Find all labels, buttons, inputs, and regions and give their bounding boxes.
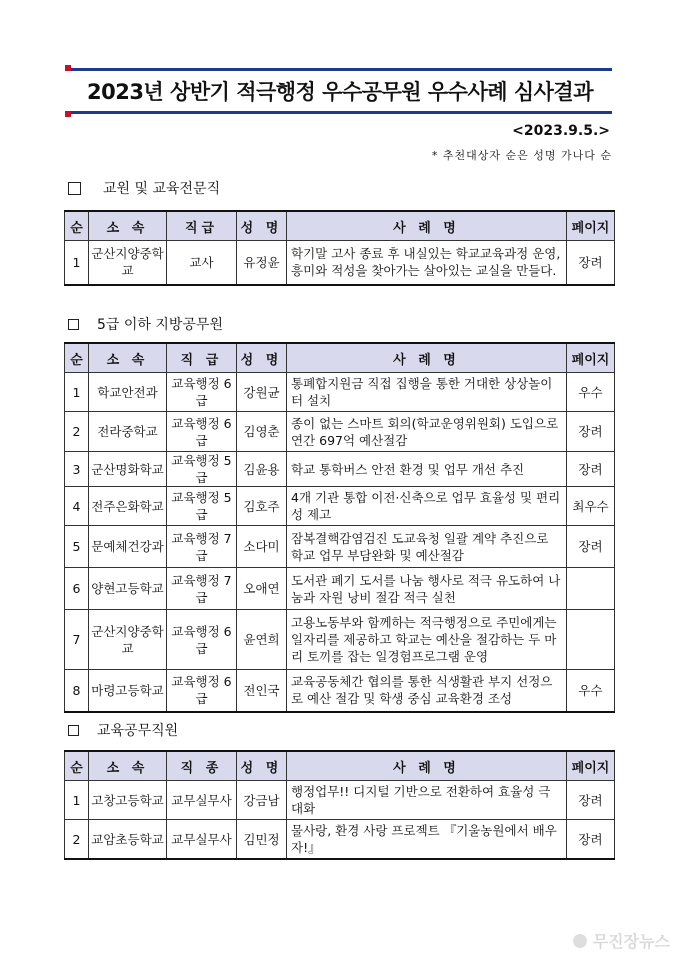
- header-case: 사 례 명: [287, 211, 567, 241]
- document-title: [68, 68, 612, 114]
- cell-page: 장려: [567, 452, 615, 487]
- cell-page: 장려: [567, 820, 615, 860]
- table-header-row: [65, 211, 615, 241]
- cell-org: 전주은화학교: [89, 487, 167, 526]
- cell-no: 1: [65, 241, 89, 285]
- cell-no: 5: [65, 526, 89, 568]
- cell-name: 강금남: [237, 781, 287, 820]
- cell-no: 7: [65, 610, 89, 670]
- cell-case: 종이 없는 스마트 회의(학교운영위원회) 도입으로 연간 697억 예산절감: [287, 412, 567, 452]
- cell-no: 1: [65, 781, 89, 820]
- header-org: 소 속: [89, 751, 167, 781]
- table-row: [65, 610, 615, 670]
- header-page: 페이지: [567, 751, 615, 781]
- document-date: <2023.9.5.>: [512, 123, 610, 139]
- table-row: [65, 670, 615, 712]
- header-name: 성 명: [237, 343, 287, 373]
- cell-rank: 교육행정 5급: [167, 452, 237, 487]
- section-heading-teachers: [68, 178, 220, 198]
- cell-page: 장려: [567, 412, 615, 452]
- local-officials-table: [64, 342, 615, 713]
- cell-rank: 교육행정 5급: [167, 487, 237, 526]
- cell-case: 4개 기관 통합 이전·신축으로 업무 효율성 및 편리성 제고: [287, 487, 567, 526]
- cell-org: 문예체건강과: [89, 526, 167, 568]
- education-staff-table: [64, 750, 615, 860]
- section-heading-text: 교육공무직원: [97, 723, 179, 739]
- header-rank: 직급: [167, 211, 237, 241]
- cell-case: 물사랑, 환경 사랑 프로젝트 『기울농원에서 배우자!』: [287, 820, 567, 860]
- cell-rank: 교육행정 6급: [167, 412, 237, 452]
- cell-no: 1: [65, 373, 89, 412]
- cell-org: 양현고등학교: [89, 568, 167, 610]
- table-row: [65, 412, 615, 452]
- cell-case: 고용노동부와 함께하는 적극행정으로 주민에게는 일자리를 제공하고 학교는 예산을 절감하는 두 마리 토끼를 잡는 일경험프로그램 운영: [287, 610, 567, 670]
- teachers-table: [64, 210, 615, 286]
- cell-rank: 교육행정 7급: [167, 568, 237, 610]
- cell-page: [567, 568, 615, 610]
- cell-name: 유정윤: [237, 241, 287, 285]
- cell-org: 군산지양중학교: [89, 610, 167, 670]
- cell-page: 장려: [567, 241, 615, 285]
- checkbox-square-icon: [68, 182, 81, 195]
- cell-no: 8: [65, 670, 89, 712]
- cell-name: 오애연: [237, 568, 287, 610]
- header-page: 페이지: [567, 343, 615, 373]
- checkbox-square-icon: [68, 319, 79, 330]
- document-title-text: 2023년 상반기 적극행정 우수공무원 우수사례 심사결과: [86, 80, 593, 104]
- cell-org: 교암초등학교: [89, 820, 167, 860]
- cell-case: 교육공동체간 협의를 통한 식생활관 부지 선정으로 예산 절감 및 학생 중심 교육환경 조성: [287, 670, 567, 712]
- cell-name: 김윤용: [237, 452, 287, 487]
- cell-case: 잠복결핵감염검진 도교육청 일괄 계약 추진으로 학교 업무 부담완화 및 예산절감: [287, 526, 567, 568]
- section-heading-local-officials: [68, 314, 223, 334]
- table-row: [65, 781, 615, 820]
- table-row: [65, 373, 615, 412]
- cell-no: 2: [65, 412, 89, 452]
- header-name: 성 명: [237, 211, 287, 241]
- cell-case: 통폐합지원금 직접 집행을 통한 거대한 상상놀이터 설치: [287, 373, 567, 412]
- cell-page: 장려: [567, 526, 615, 568]
- header-case: 사 례 명: [287, 343, 567, 373]
- cell-org: 학교안전과: [89, 373, 167, 412]
- cell-rank: 교육행정 6급: [167, 670, 237, 712]
- cell-no: 3: [65, 452, 89, 487]
- cell-org: 고창고등학교: [89, 781, 167, 820]
- cell-no: 6: [65, 568, 89, 610]
- table-row: [65, 568, 615, 610]
- cell-name: 전인국: [237, 670, 287, 712]
- header-no: 순: [65, 751, 89, 781]
- cell-no: 4: [65, 487, 89, 526]
- cell-page: 우수: [567, 373, 615, 412]
- cell-name: 김민정: [237, 820, 287, 860]
- cell-rank: 교무실무사: [167, 781, 237, 820]
- cell-rank: 교육행정 6급: [167, 373, 237, 412]
- cell-name: 윤연희: [237, 610, 287, 670]
- cell-case: 학교 통학버스 안전 환경 및 업무 개선 추진: [287, 452, 567, 487]
- checkbox-square-icon: [68, 725, 79, 736]
- cell-rank: 교육행정 7급: [167, 526, 237, 568]
- table-row: [65, 487, 615, 526]
- table-row: [65, 820, 615, 860]
- cell-case: 학기말 고사 종료 후 내실있는 학교교육과정 운영, 흥미와 적성을 찾아가는 살아있는 교실을 만들다.: [287, 241, 567, 285]
- watermark-text: 무진장뉴스: [592, 932, 670, 951]
- sort-note: * 추천대상자 순은 성명 가나다 순: [431, 149, 612, 162]
- table-header-row: [65, 751, 615, 781]
- cell-name: 강원균: [237, 373, 287, 412]
- cell-page: 우수: [567, 670, 615, 712]
- table-row: [65, 452, 615, 487]
- section-heading-education-staff: [68, 720, 178, 740]
- cell-name: 김영춘: [237, 412, 287, 452]
- section-heading-text: 교원 및 교육전문직: [103, 181, 221, 197]
- cell-case: 도서관 폐기 도서를 나눔 행사로 적극 유도하여 나눔과 자원 낭비 절감 적극 실천: [287, 568, 567, 610]
- cell-page: 장려: [567, 781, 615, 820]
- cell-page: [567, 610, 615, 670]
- cell-org: 군산명화학교: [89, 452, 167, 487]
- header-rank: 직 종: [167, 751, 237, 781]
- cell-org: 마령고등학교: [89, 670, 167, 712]
- header-org: 소 속: [89, 211, 167, 241]
- section-heading-text: 5급 이하 지방공무원: [97, 317, 223, 333]
- cell-page: 최우수: [567, 487, 615, 526]
- table-row: [65, 241, 615, 285]
- watermark-logo-icon: [573, 934, 587, 948]
- cell-rank: 교무실무사: [167, 820, 237, 860]
- cell-org: 전라중학교: [89, 412, 167, 452]
- cell-rank: 교육행정 6급: [167, 610, 237, 670]
- cell-name: 김호주: [237, 487, 287, 526]
- header-case: 사 례 명: [287, 751, 567, 781]
- watermark: [573, 929, 670, 952]
- cell-org: 군산지양중학교: [89, 241, 167, 285]
- cell-rank: 교사: [167, 241, 237, 285]
- cell-no: 2: [65, 820, 89, 860]
- header-rank: 직 급: [167, 343, 237, 373]
- table-row: [65, 526, 615, 568]
- header-org: 소 속: [89, 343, 167, 373]
- cell-case: 행정업무!! 디지털 기반으로 전환하여 효율성 극대화: [287, 781, 567, 820]
- header-name: 성 명: [237, 751, 287, 781]
- header-no: 순: [65, 211, 89, 241]
- header-page: 페이지: [567, 211, 615, 241]
- table-header-row: [65, 343, 615, 373]
- cell-name: 소다미: [237, 526, 287, 568]
- header-no: 순: [65, 343, 89, 373]
